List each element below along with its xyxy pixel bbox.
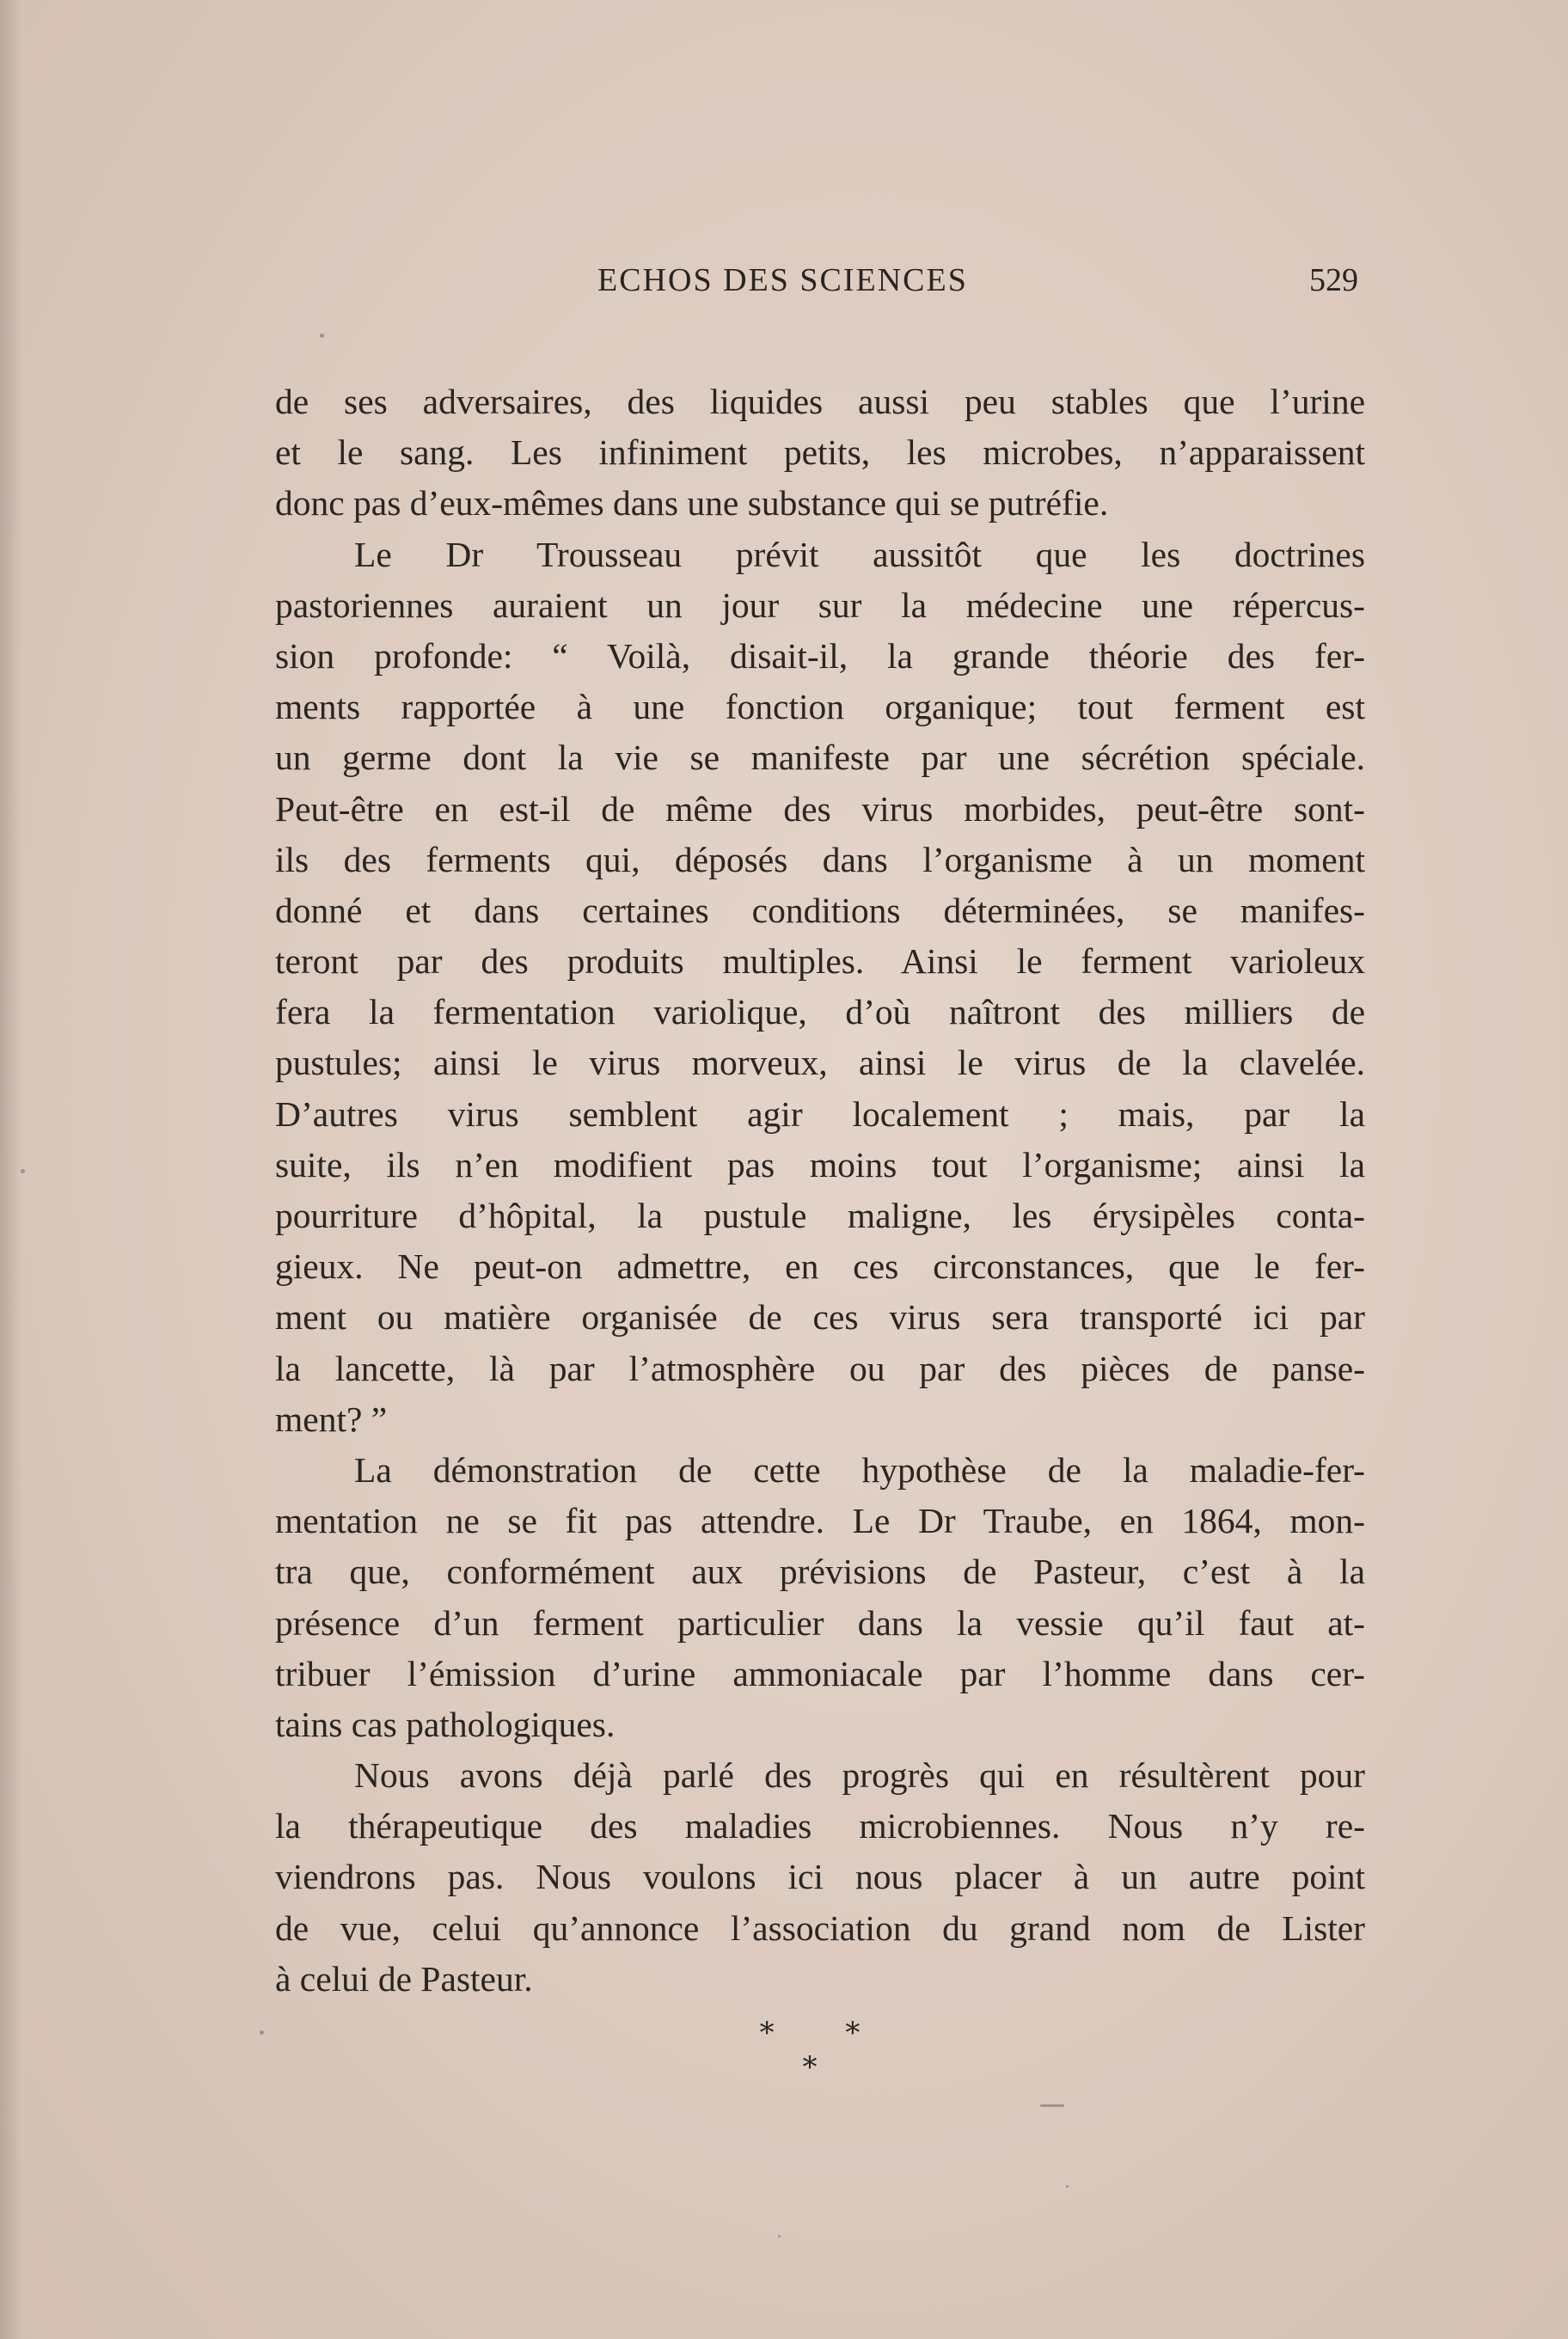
paper-speck xyxy=(21,1169,25,1173)
paper-speck xyxy=(1066,2185,1069,2188)
text-line: donc pas d’eux-mêmes dans une substance qui se putréfie. xyxy=(275,483,1109,524)
text-line: sion profonde: “ Voilà, disait-il, la grande théorie des fer- xyxy=(275,635,1365,676)
paper-speck xyxy=(1040,2104,1064,2107)
text-line: Nous avons déjà parlé des progrès qui en résultèrent pour xyxy=(354,1755,1365,1796)
text-line: fera la fermentation variolique, d’où naîtront des milliers de xyxy=(275,992,1365,1032)
text-line: D’autres virus semblent agir localement ; mais, par la xyxy=(275,1093,1365,1134)
text-line: La démonstration de cette hypothèse de la maladie-fer- xyxy=(354,1449,1365,1490)
text-line: tains cas pathologiques. xyxy=(275,1704,616,1744)
paper-speck xyxy=(778,2235,781,2238)
text-line: pourriture d’hôpital, la pustule maligne, les érysipèles conta- xyxy=(275,1196,1365,1235)
running-head xyxy=(275,258,1358,309)
text-line: ils des ferments qui, déposés dans l’organisme à un moment xyxy=(275,839,1365,879)
text-line: de ses adversaires, des liquides aussi peu stables que l’urine xyxy=(275,382,1365,421)
text-line: la lancette, là par l’atmosphère ou par des pièces de panse- xyxy=(275,1348,1365,1388)
page-number: 529 xyxy=(1309,262,1358,298)
text-line: pustules; ainsi le virus morveux, ainsi le virus de la clavelée. xyxy=(275,1043,1365,1083)
text-line: ment ou matière organisée de ces virus sera transporté ici par xyxy=(275,1297,1365,1338)
text-line: suite, ils n’en modifient pas moins tout l’organisme; ainsi la xyxy=(275,1144,1365,1185)
text-line: tra que, conformément aux prévisions de Pasteur, c’est à la xyxy=(275,1552,1365,1592)
text-line: de vue, celui qu’annonce l’association du grand nom de Lister xyxy=(275,1907,1365,1948)
text-line: Le Dr Trousseau prévit aussitôt que les doctrines xyxy=(354,534,1365,574)
text-line: viendrons pas. Nous voulons ici nous placer à un autre point xyxy=(275,1857,1365,1897)
text-line: ment? ” xyxy=(275,1399,388,1439)
text-line: pastoriennes auraient un jour sur la médecine une répercus- xyxy=(275,585,1365,625)
text-line: gieux. Ne peut-on admettre, en ces circonstances, que le fer- xyxy=(275,1246,1365,1287)
text-line: Peut-être en est-il de même des virus morbides, peut-être sont- xyxy=(275,788,1365,829)
paper-speck xyxy=(320,334,324,338)
text-line: mentation ne se fit pas attendre. Le Dr Traube, en 1864, mon- xyxy=(275,1501,1365,1541)
section-ornament: * * * xyxy=(759,2016,891,2085)
body-text xyxy=(275,377,1365,2005)
text-line: à celui de Pasteur. xyxy=(275,1958,533,1999)
text-line: un germe dont la vie se manifeste par une sécrétion spéciale. xyxy=(275,738,1365,778)
text-line: présence d’un ferment particulier dans la vessie qu’il faut at- xyxy=(275,1602,1365,1643)
paper-speck xyxy=(260,2030,264,2035)
page-edge-shadow xyxy=(0,0,22,2339)
text-line: tribuer l’émission d’urine ammoniacale par l’homme dans cer- xyxy=(275,1653,1365,1693)
text-line: la thérapeutique des maladies microbiennes. Nous n’y re- xyxy=(275,1806,1365,1846)
text-line: et le sang. Les infiniment petits, les microbes, n’apparaissent xyxy=(275,432,1365,473)
running-title: ECHOS DES SCIENCES xyxy=(597,262,968,298)
text-line: ments rapportée à une fonction organique; tout ferment est xyxy=(275,687,1365,727)
text-line: teront par des produits multiples. Ainsi le ferment varioleux xyxy=(275,941,1365,982)
text-line: donné et dans certaines conditions déterminées, se manifes- xyxy=(275,890,1365,930)
